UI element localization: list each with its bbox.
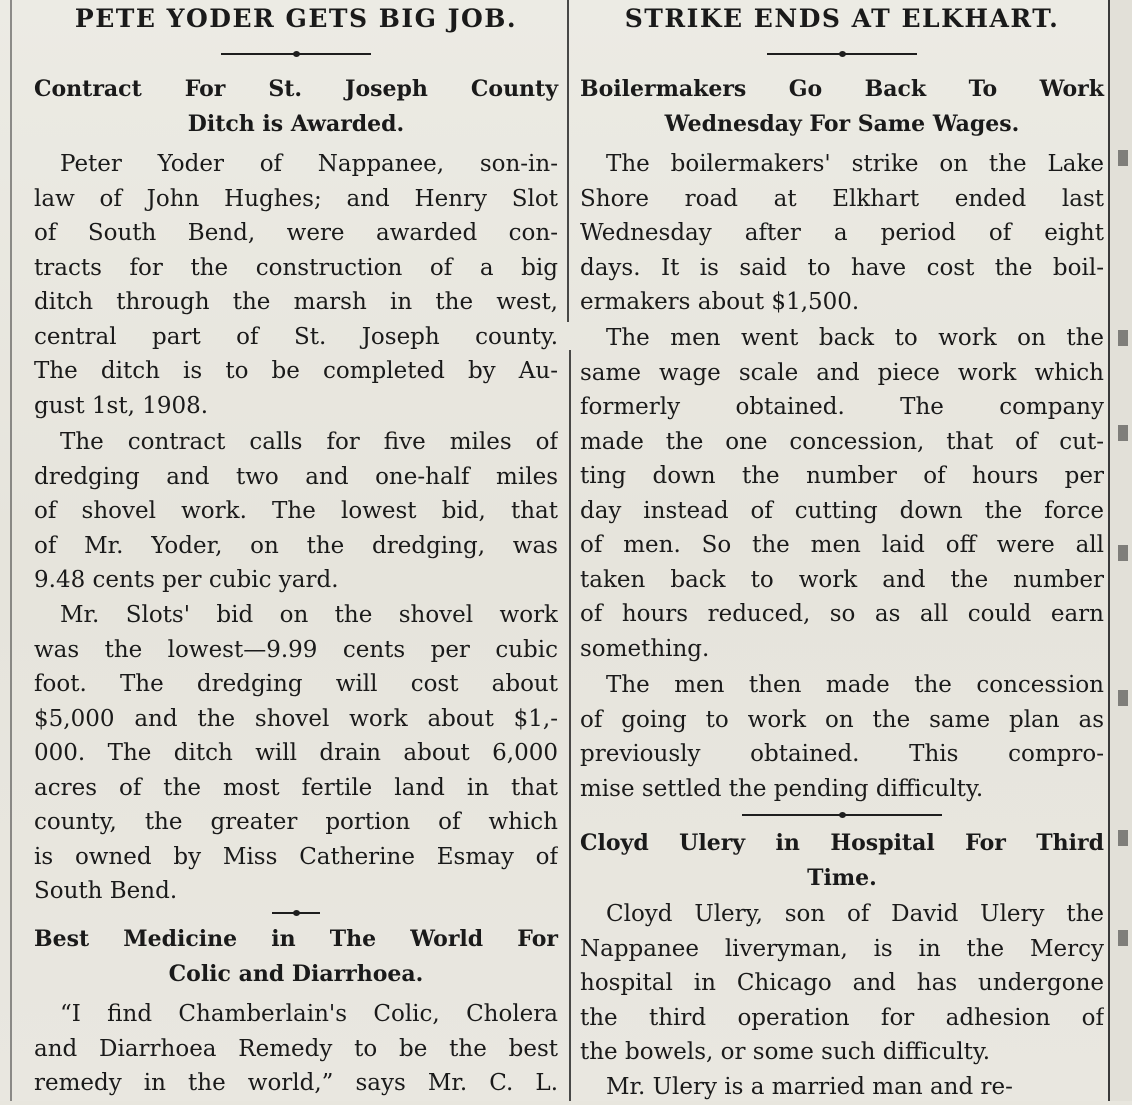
subhead-line: Wednesday For Same Wages.: [664, 111, 1020, 137]
text-line: formerly obtained. The company: [580, 394, 1104, 420]
subhead-cloyd-ulery: [580, 826, 1104, 896]
article-ulery-paragraph-2: [580, 1070, 1104, 1105]
subhead-best-medicine: [34, 922, 558, 992]
text-line: The men then made the concession: [606, 672, 1104, 698]
article-strike-paragraph-1: [580, 147, 1104, 320]
text-line: The contract calls for five miles of: [60, 429, 558, 455]
text-line: gust 1st, 1908.: [34, 392, 209, 419]
text-line: ting down the number of hours per: [580, 463, 1104, 489]
text-line: the third operation for adhesion of: [580, 1004, 1104, 1031]
text-line: foot. The dredging will cost about: [34, 671, 558, 697]
article-divider: [580, 810, 1104, 820]
text-line: Shore road at Elkhart ended last: [580, 185, 1104, 212]
text-line: Mr. Slots' bid on the shovel work: [60, 602, 558, 628]
text-line: The boilermakers' strike on the Lake: [606, 151, 1104, 177]
subhead-contract-awarded: [34, 72, 558, 142]
text-line: Wednesday after a period of eight: [580, 220, 1104, 246]
article-ditch-paragraph-3: [34, 598, 558, 909]
text-line: day instead of cutting down the force: [580, 497, 1104, 524]
text-line: central part of St. Joseph county.: [34, 323, 558, 350]
text-line: days. It is said to have cost the boil-: [580, 254, 1104, 281]
subhead-line: Time.: [807, 865, 877, 891]
text-line: tracts for the construction of a big: [34, 254, 558, 281]
article-ditch-paragraph-2: [34, 425, 558, 598]
text-line: taken back to work and the number: [580, 566, 1104, 593]
column-rule-center-top: [567, 0, 569, 322]
text-line: same wage scale and piece work which: [580, 359, 1104, 386]
text-line: $5,000 and the shovel work about $1,-: [34, 705, 558, 732]
text-line: county, the greater portion of which: [34, 809, 558, 835]
text-line: The ditch is to be completed by Au-: [34, 358, 558, 384]
column-rule-center-bottom: [569, 350, 571, 1101]
text-line: The men went back to work on the: [606, 325, 1104, 351]
article-medicine-paragraph-1: [34, 997, 558, 1101]
text-line: law of John Hughes; and Henry Slot: [34, 185, 558, 212]
text-line: Cloyd Ulery, son of David Ulery the: [606, 901, 1104, 927]
text-line: South Bend.: [34, 878, 178, 904]
text-line: of South Bend, were awarded con-: [34, 220, 558, 246]
subhead-line: Cloyd Ulery in Hospital For Third: [580, 830, 1104, 856]
text-line: and Diarrhoea Remedy to be the best: [34, 1035, 558, 1062]
text-line: ermakers about $1,500.: [580, 289, 860, 315]
text-line: of going to work on the same plan as: [580, 706, 1104, 733]
text-line: was the lowest—9.99 cents per cubic: [34, 636, 558, 663]
text-line: made the one concession, that of cut-: [580, 428, 1104, 455]
headline-divider: [34, 49, 558, 59]
text-line: something.: [580, 635, 710, 662]
subhead-line: Ditch is Awarded.: [187, 111, 405, 137]
text-line: “I find Chamberlain's Colic, Cholera: [60, 1001, 558, 1027]
subhead-line: Boilermakers Go Back To Work: [580, 76, 1104, 102]
column-rule-left: [10, 0, 12, 1101]
text-line: Nappanee liveryman, is in the Mercy: [580, 935, 1104, 962]
text-line: previously obtained. This compro-: [580, 741, 1104, 767]
adjacent-column-edge: [1108, 0, 1132, 1101]
text-line: 9.48 cents per cubic yard.: [34, 567, 339, 593]
subhead-line: Contract For St. Joseph County: [34, 76, 558, 102]
text-line: ditch through the marsh in the west,: [34, 289, 558, 315]
subhead-boilermakers: [580, 72, 1104, 142]
article-strike-paragraph-2: [580, 321, 1104, 666]
text-line: remedy in the world,” says Mr. C. L.: [34, 1070, 558, 1096]
article-strike-paragraph-3: [580, 668, 1104, 806]
subhead-line: Colic and Diarrhoea.: [168, 961, 424, 987]
headline-strike-ends: STRIKE ENDS AT ELKHART.: [624, 4, 1060, 33]
headline-divider: [580, 49, 1104, 59]
article-ulery-paragraph-1: [580, 897, 1104, 1070]
text-line: is owned by Miss Catherine Esmay of: [34, 843, 558, 870]
text-line: of shovel work. The lowest bid, that: [34, 498, 558, 524]
text-line: hospital in Chicago and has undergone: [580, 970, 1104, 996]
text-line: of hours reduced, so as all could earn: [580, 601, 1104, 627]
text-line: the bowels, or some such difficulty.: [580, 1039, 991, 1065]
text-line: dredging and two and one-half miles: [34, 463, 558, 490]
article-ditch-paragraph-1: [34, 147, 558, 423]
text-line: Mr. Ulery is a married man and re-: [606, 1074, 1013, 1100]
text-line: 000. The ditch will drain about 6,000: [34, 740, 558, 766]
text-line: Peter Yoder of Nappanee, son-in-: [60, 151, 558, 177]
text-line: acres of the most fertile land in that: [34, 774, 558, 801]
subhead-line: Best Medicine in The World For: [34, 926, 558, 952]
text-line: of men. So the men laid off were all: [580, 532, 1104, 558]
article-divider: [34, 908, 558, 918]
text-line: mise settled the pending difficulty.: [580, 775, 984, 802]
text-line: of Mr. Yoder, on the dredging, was: [34, 532, 558, 559]
headline-pete-yoder: PETE YODER GETS BIG JOB.: [74, 4, 518, 33]
